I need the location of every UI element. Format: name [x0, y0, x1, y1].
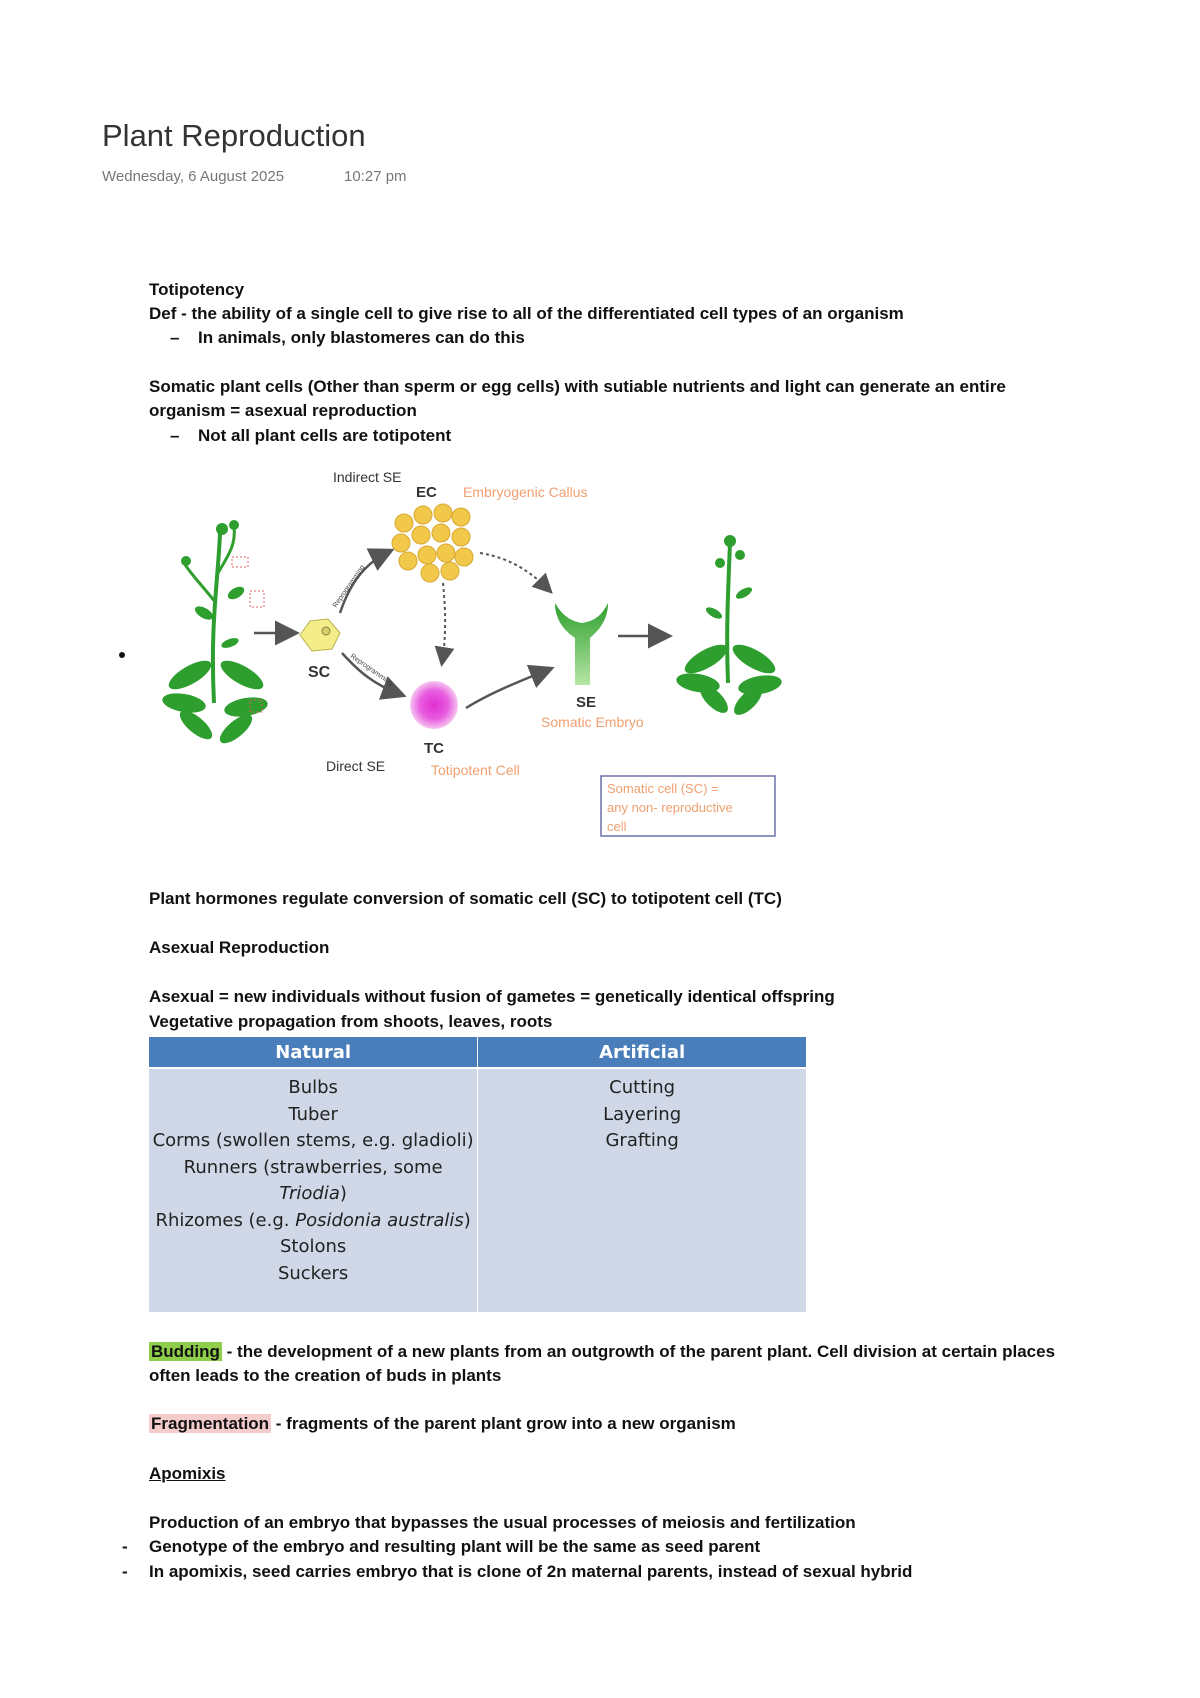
- arrow: [466, 669, 550, 708]
- indirect-se-label: Indirect SE: [333, 469, 402, 485]
- list-item: Layering: [603, 1103, 682, 1125]
- text-fragment: ): [339, 1183, 347, 1204]
- list-item: Tuber: [288, 1103, 338, 1125]
- bullet-dash: -: [122, 1537, 128, 1556]
- totipotency-heading: Totipotency: [149, 280, 245, 299]
- bullet-not-totipotent: Not all plant cells are totipotent: [198, 426, 452, 445]
- bullet-blastomeres: In animals, only blastomeres can do this: [198, 328, 525, 347]
- page-date: Wednesday, 6 August 2025: [102, 168, 285, 185]
- italic-text: Posidonia australis: [295, 1209, 464, 1231]
- somatic-embryo-icon: [555, 603, 608, 685]
- fragmentation-line: [149, 1412, 736, 1436]
- vegetative-text: Vegetative propagation from shoots, leaves, roots: [149, 1012, 553, 1031]
- list-item: Cutting: [609, 1077, 676, 1098]
- totipotency-definition: Def - the ability of a single cell to give rise to all of the differentiated cell types of an organism: [149, 304, 904, 323]
- totipotent-cell-icon: [410, 681, 458, 729]
- artificial-cell: [478, 1068, 807, 1312]
- header-natural: Natural: [149, 1037, 478, 1068]
- apomixis-definition: Production of an embryo that bypasses the usual processes of meiosis and fertilization: [149, 1513, 856, 1532]
- budding-definition: - the development of a new plants from an outgrowth of the parent plant. Cell division at certain places: [221, 1342, 1056, 1361]
- fragmentation-definition: - fragments of the parent plant grow into a new organism: [271, 1414, 736, 1433]
- bullet-dash: –: [170, 426, 180, 445]
- budding-term: Budding: [151, 1342, 220, 1361]
- list-item: Corms (swollen stems, e.g. gladioli): [152, 1130, 474, 1151]
- list-bullet-dot: [119, 652, 125, 658]
- text-fragment: ): [463, 1209, 471, 1231]
- somatic-line-2: organism = asexual reproduction: [149, 401, 417, 420]
- apomixis-bullet-1: Genotype of the embryo and resulting plant will be the same as seed parent: [149, 1537, 761, 1556]
- direct-se-label: Direct SE: [326, 758, 386, 774]
- table-row: [149, 1068, 807, 1312]
- italic-text: Triodia: [279, 1183, 340, 1204]
- list-item: Stolons: [279, 1236, 347, 1257]
- ec-name-label: Embryogenic Callus: [463, 484, 588, 500]
- natural-cell: [149, 1068, 478, 1312]
- bullet-dash: -: [122, 1562, 128, 1581]
- regenerated-plant-icon: [675, 535, 783, 719]
- list-item: Bulbs: [288, 1077, 338, 1098]
- ec-label: EC: [416, 484, 437, 501]
- embryogenic-callus-icon: [392, 504, 473, 582]
- hormones-text: Plant hormones regulate conversion of somatic cell (SC) to totipotent cell (TC): [149, 889, 782, 908]
- tc-name-label: Totipotent Cell: [431, 762, 520, 778]
- bullet-dash: –: [170, 328, 180, 347]
- apomixis-bullet-2: In apomixis, seed carries embryo that is clone of 2n maternal parents, instead of sexual hybrid: [149, 1562, 913, 1581]
- reprogramming-label: Reprogramming: [348, 652, 394, 688]
- page-time: 10:27 pm: [344, 168, 407, 185]
- arrow: [480, 553, 550, 591]
- sc-label: SC: [308, 664, 331, 681]
- mother-plant-icon: [161, 520, 269, 748]
- reprogramming-label: Reprogramming: [331, 564, 367, 610]
- asexual-definition: Asexual = new individuals without fusion of gametes = genetically identical offspring: [149, 987, 835, 1006]
- somatic-embryogenesis-diagram: [150, 463, 790, 838]
- tc-label: TC: [424, 740, 444, 757]
- note-line-2: any non- reproductive: [607, 800, 733, 815]
- text-fragment: Rhizomes (e.g.: [155, 1209, 296, 1231]
- propagation-table: [149, 1037, 807, 1312]
- se-name-label: Somatic Embryo: [541, 714, 644, 730]
- list-item: [150, 1208, 476, 1235]
- note-line-1: Somatic cell (SC) =: [607, 781, 719, 796]
- somatic-line-1: Somatic plant cells (Other than sperm or egg cells) with sutiable nutrients and light can generate an entire: [149, 377, 1006, 396]
- apomixis-heading: Apomixis: [149, 1464, 226, 1483]
- header-artificial: Artificial: [478, 1037, 807, 1068]
- fragmentation-term: Fragmentation: [151, 1414, 270, 1433]
- arrow: [442, 583, 445, 663]
- somatic-cell-icon: [300, 619, 340, 651]
- nucleus-icon: [322, 627, 330, 635]
- budding-line-2: often leads to the creation of buds in plants: [149, 1366, 502, 1385]
- se-label: SE: [576, 694, 597, 711]
- note-line-3: cell: [607, 819, 627, 834]
- list-item: Runners (strawberries, some: [183, 1156, 443, 1178]
- asexual-heading: Asexual Reproduction: [149, 938, 330, 957]
- list-item: Suckers: [277, 1262, 349, 1284]
- budding-line-1: [149, 1340, 1055, 1364]
- page-title: Plant Reproduction: [102, 118, 366, 153]
- list-item: Grafting: [605, 1130, 679, 1151]
- table-header-row: [149, 1037, 807, 1068]
- list-item: [150, 1181, 476, 1208]
